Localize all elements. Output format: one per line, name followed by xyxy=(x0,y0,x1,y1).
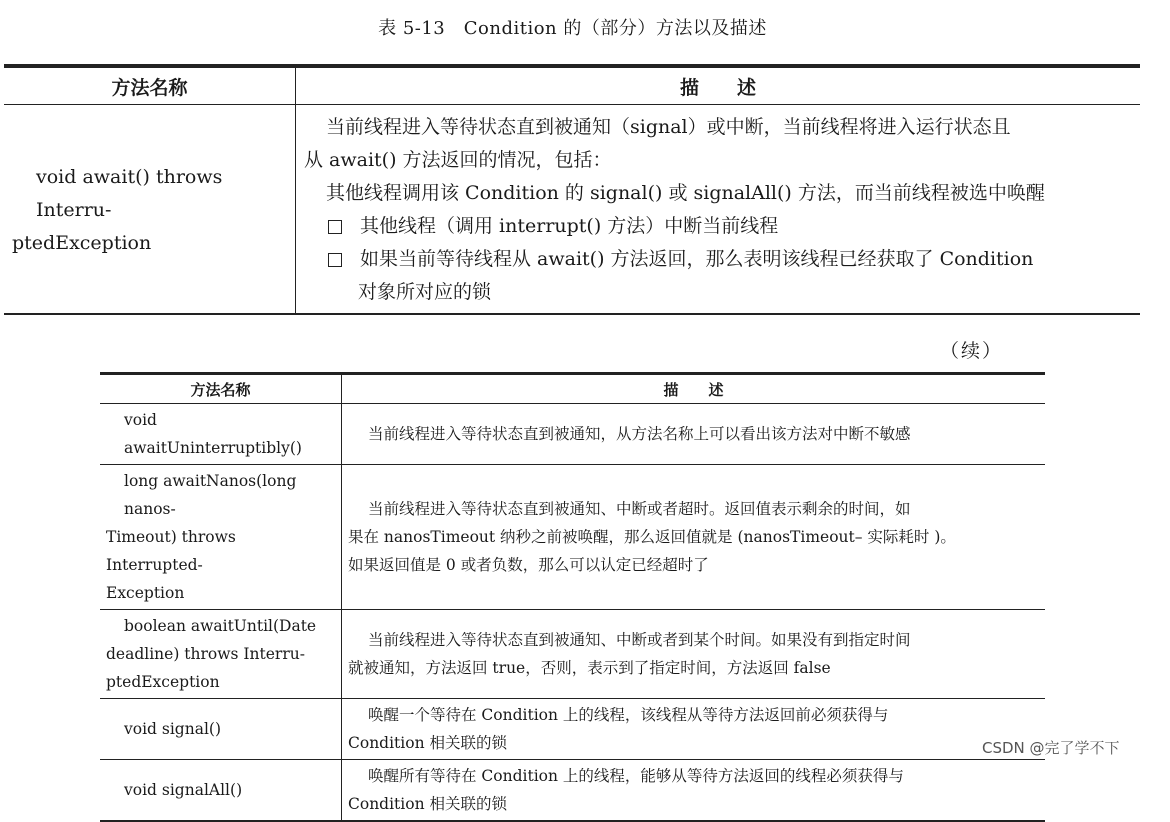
description-line: 唤醒一个等待在 Condition 上的线程，该线程从等待方法返回前必须获得与 xyxy=(368,706,889,724)
description-line: 当前线程进入等待状态直到被通知（signal）或中断，当前线程将进入运行状态且 xyxy=(326,116,1011,138)
method-line: Timeout) throws Interrupted- xyxy=(106,528,236,574)
description-line: Condition 相关联的锁 xyxy=(348,795,507,813)
table-row xyxy=(4,105,1140,315)
table-header-row xyxy=(4,66,1140,105)
description-cell xyxy=(342,760,1046,822)
checkbox-bullet-icon xyxy=(328,253,342,267)
checkbox-bullet-icon xyxy=(328,220,342,234)
description-line: Condition 相关联的锁 xyxy=(348,734,507,752)
method-line: void await() throws Interru- xyxy=(36,165,223,221)
description-line: 果在 nanosTimeout 纳秒之前被唤醒，那么返回值就是 (nanosTimeout– 实际耗时 )。 xyxy=(348,528,956,546)
description-line: 唤醒所有等待在 Condition 上的线程，能够从等待方法返回的线程必须获得与 xyxy=(368,767,904,785)
method-line: ptedException xyxy=(12,231,152,254)
header-description: 描 述 xyxy=(342,374,1046,404)
method-line: ptedException xyxy=(106,673,220,691)
method-line: deadline) throws Interru- xyxy=(106,645,305,663)
header-method-name: 方法名称 xyxy=(100,374,342,404)
method-line: boolean awaitUntil(Date xyxy=(124,617,317,635)
bullet-item xyxy=(304,243,1134,276)
description-line: 当前线程进入等待状态直到被通知、中断或者超时。返回值表示剩余的时间，如 xyxy=(368,500,911,518)
method-line: long awaitNanos(long nanos- xyxy=(124,472,297,518)
table-row xyxy=(100,465,1045,610)
description-line: 从 await() 方法返回的情况，包括： xyxy=(304,149,612,171)
condition-methods-table xyxy=(4,64,1140,315)
description-line: 就被通知，方法返回 true，否则，表示到了指定时间，方法返回 false xyxy=(348,659,831,677)
table-row xyxy=(100,610,1045,699)
method-cell xyxy=(100,465,342,610)
bullet-text: 其他线程（调用 interrupt() 方法）中断当前线程 xyxy=(360,215,779,237)
method-cell xyxy=(100,610,342,699)
table-row xyxy=(100,760,1045,822)
table-header-row xyxy=(100,374,1045,404)
header-method-name: 方法名称 xyxy=(4,66,296,105)
method-cell xyxy=(100,699,342,760)
description-line: 如果返回值是 0 或者负数，那么可以认定已经超时了 xyxy=(348,556,709,574)
description-cell xyxy=(342,465,1046,610)
method-cell xyxy=(4,105,296,315)
watermark: CSDN @完了学不下 xyxy=(982,739,1120,757)
bullet-continuation: 对象所对应的锁 xyxy=(358,281,492,303)
method-cell xyxy=(100,404,342,465)
bullet-item xyxy=(304,210,1134,243)
table-caption: 表 5-13 Condition 的（部分）方法以及描述 xyxy=(378,18,767,39)
method-line: Exception xyxy=(106,584,185,602)
method-line: void signalAll() xyxy=(124,781,243,799)
method-line: void signal() xyxy=(124,720,222,738)
description-cell xyxy=(342,404,1046,465)
method-cell xyxy=(100,760,342,822)
table-row xyxy=(100,404,1045,465)
condition-methods-table-continued xyxy=(100,372,1045,822)
bullet-text: 如果当前等待线程从 await() 方法返回，那么表明该线程已经获取了 Condition xyxy=(360,248,1034,270)
description-cell xyxy=(342,699,1046,760)
description-line: 其他线程调用该 Condition 的 signal() 或 signalAll() 方法，而当前线程被选中唤醒 xyxy=(326,182,1045,204)
description-line: 当前线程进入等待状态直到被通知，从方法名称上可以看出该方法对中断不敏感 xyxy=(368,425,911,443)
continued-label: （续） xyxy=(940,340,1004,362)
method-line: void awaitUninterruptibly() xyxy=(124,411,302,457)
description-cell xyxy=(342,610,1046,699)
table-row xyxy=(100,699,1045,760)
description-cell xyxy=(296,105,1141,315)
description-line: 当前线程进入等待状态直到被通知、中断或者到某个时间。如果没有到指定时间 xyxy=(368,631,911,649)
header-description: 描 述 xyxy=(296,66,1141,105)
